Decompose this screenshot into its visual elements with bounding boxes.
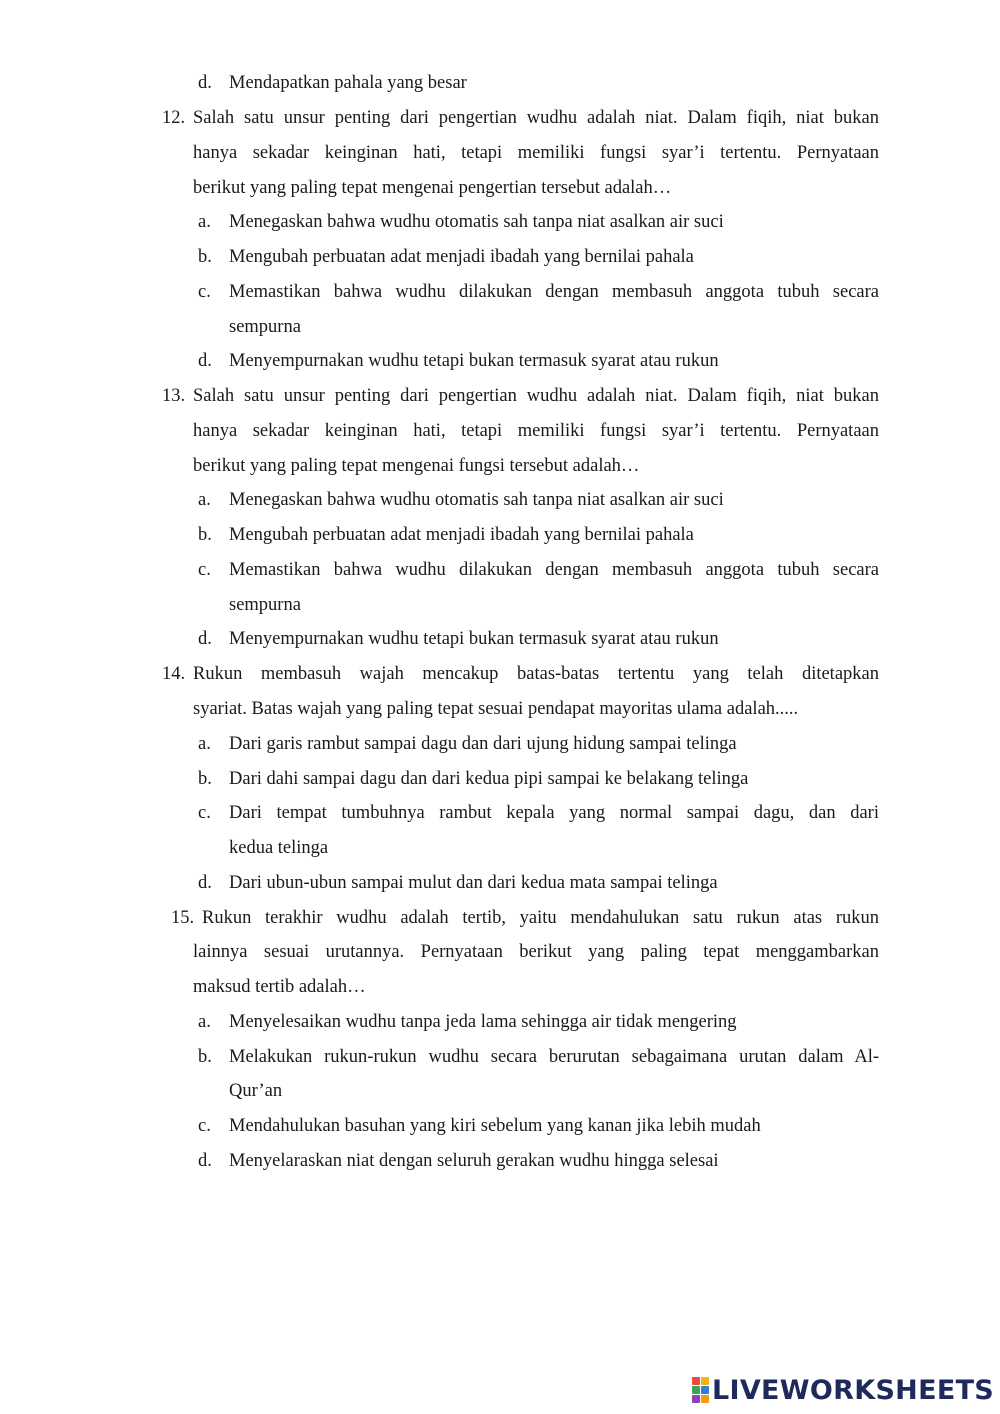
option-d-text: Dari ubun-ubun sampai mulut dan dari kedua mata sampai telinga xyxy=(229,873,718,893)
question-text-line: lainnya sesuai urutannya. Pernyataan berikut yang paling tepat menggambarkan xyxy=(193,942,879,962)
option-letter: a. xyxy=(198,1012,211,1032)
question-text-line: berikut yang paling tepat mengenai fungsi tersebut adalah… xyxy=(193,456,640,476)
question-text-line: maksud tertib adalah… xyxy=(193,977,366,997)
option-letter: d. xyxy=(198,351,212,371)
option-letter: a. xyxy=(198,490,211,510)
option-letter: b. xyxy=(198,525,212,545)
option-letter: a. xyxy=(198,734,211,754)
question-number: 15. xyxy=(171,908,195,928)
option-a-text: Dari garis rambut sampai dagu dan dari ujung hidung sampai telinga xyxy=(229,734,737,754)
option-b-text: Qur’an xyxy=(229,1081,283,1101)
question-text-line: Rukun terakhir wudhu adalah tertib, yaitu mendahulukan satu rukun atas rukun xyxy=(202,908,879,928)
question-text-line: berikut yang paling tepat mengenai pengertian tersebut adalah… xyxy=(193,178,672,198)
question-text-line: hanya sekadar keinginan hati, tetapi memiliki fungsi syar’i tertentu. Pernyataan xyxy=(193,143,879,163)
logo-tile xyxy=(701,1377,709,1385)
option-c-text: sempurna xyxy=(229,317,301,337)
option-b-text: Dari dahi sampai dagu dan dari kedua pipi sampai ke belakang telinga xyxy=(229,769,749,789)
option-letter: b. xyxy=(198,769,212,789)
option-c-text: kedua telinga xyxy=(229,838,329,858)
option-d-text: Menyempurnakan wudhu tetapi bukan termasuk syarat atau rukun xyxy=(229,351,719,371)
option-letter: d. xyxy=(198,73,212,93)
logo-tiles-icon xyxy=(692,1377,709,1403)
option-letter: c. xyxy=(198,1116,211,1136)
option-d-text: Menyempurnakan wudhu tetapi bukan termasuk syarat atau rukun xyxy=(229,629,719,649)
option-letter: c. xyxy=(198,803,211,823)
option-b-text: Mengubah perbuatan adat menjadi ibadah yang bernilai pahala xyxy=(229,247,694,267)
option-letter: b. xyxy=(198,1047,212,1067)
option-b-text: Melakukan rukun-rukun wudhu secara berurutan sebagaimana urutan dalam Al- xyxy=(229,1047,879,1067)
option-letter: b. xyxy=(198,247,212,267)
option-a-text: Menegaskan bahwa wudhu otomatis sah tanpa niat asalkan air suci xyxy=(229,212,724,232)
question-text-line: hanya sekadar keinginan hati, tetapi memiliki fungsi syar’i tertentu. Pernyataan xyxy=(193,421,879,441)
option-letter: d. xyxy=(198,873,212,893)
question-text-line: Salah satu unsur penting dari pengertian wudhu adalah niat. Dalam fiqih, niat bukan xyxy=(193,386,879,406)
option-d-text: Menyelaraskan niat dengan seluruh gerakan wudhu hingga selesai xyxy=(229,1151,719,1171)
question-number: 13. xyxy=(162,386,186,406)
option-letter: d. xyxy=(198,1151,212,1171)
question-text-line: Rukun membasuh wajah mencakup batas-batas tertentu yang telah ditetapkan xyxy=(193,664,879,684)
option-c-text: Memastikan bahwa wudhu dilakukan dengan membasuh anggota tubuh secara xyxy=(229,282,879,302)
option-letter: a. xyxy=(198,212,211,232)
logo-text: LIVEWORKSHEETS xyxy=(712,1374,995,1406)
option-b-text: Mengubah perbuatan adat menjadi ibadah yang bernilai pahala xyxy=(229,525,694,545)
option-a-text: Menyelesaikan wudhu tanpa jeda lama sehingga air tidak mengering xyxy=(229,1012,737,1032)
logo-tile xyxy=(701,1395,709,1403)
liveworksheets-logo xyxy=(692,1372,994,1408)
logo-tile xyxy=(701,1386,709,1394)
logo-tile xyxy=(692,1386,700,1394)
logo-tile xyxy=(692,1377,700,1385)
option-a-text: Menegaskan bahwa wudhu otomatis sah tanpa niat asalkan air suci xyxy=(229,490,724,510)
option-c-text: Memastikan bahwa wudhu dilakukan dengan membasuh anggota tubuh secara xyxy=(229,560,879,580)
option-c-text: Mendahulukan basuhan yang kiri sebelum yang kanan jika lebih mudah xyxy=(229,1116,761,1136)
option-letter: c. xyxy=(198,560,211,580)
option-text: Mendapatkan pahala yang besar xyxy=(229,73,467,93)
question-number: 14. xyxy=(162,664,186,684)
option-letter: d. xyxy=(198,629,212,649)
option-letter: c. xyxy=(198,282,211,302)
question-text-line: syariat. Batas wajah yang paling tepat sesuai pendapat mayoritas ulama adalah..... xyxy=(193,699,799,719)
question-number: 12. xyxy=(162,108,186,128)
option-c-text: Dari tempat tumbuhnya rambut kepala yang normal sampai dagu, dan dari xyxy=(229,803,879,823)
logo-tile xyxy=(692,1395,700,1403)
question-text-line: Salah satu unsur penting dari pengertian wudhu adalah niat. Dalam fiqih, niat bukan xyxy=(193,108,879,128)
option-c-text: sempurna xyxy=(229,595,301,615)
